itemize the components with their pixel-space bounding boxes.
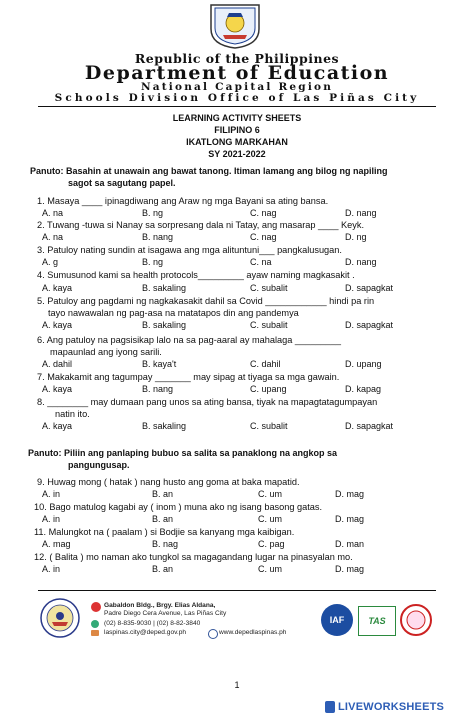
question-8-option-b[interactable]: B. sakaling — [142, 421, 187, 431]
sdo-seal-logo — [40, 598, 80, 638]
question-6-line-2: mapaunlad ang iyong sarili. — [50, 347, 162, 357]
question-1-option-d[interactable]: D. nang — [345, 208, 377, 218]
question-3: 3. Patuloy nating sundin at isagawa ang mga alituntuni___ pangkalusugan. — [37, 245, 342, 255]
question-6-line-1: 6. Ang patuloy na pagsisikap lalo na sa pag-aaral ay mahalaga _________ — [37, 335, 341, 345]
question-5-option-d[interactable]: D. sapagkat — [345, 320, 394, 330]
instructions-2-line-1: Panuto: Piliin ang panlaping bubuo sa salita sa panaklong na angkop sa — [28, 448, 338, 458]
header-republic: Republic of the Philippines — [134, 51, 340, 66]
deped-seal-logo — [203, 3, 267, 49]
tas-badge-logo: TAS — [358, 606, 396, 636]
question-12-option-a[interactable]: A. in — [42, 564, 61, 574]
question-9: 9. Huwag mong ( hatak ) nang husto ang goma at baka mapatid. — [37, 477, 300, 487]
question-8-line-1: 8. ________ may dumaan pang unos sa ating bansa, tiyak na mapagtatagumpayan — [37, 397, 378, 407]
question-2-option-b[interactable]: B. nang — [142, 232, 174, 242]
question-9-option-a[interactable]: A. in — [42, 489, 61, 499]
iaf-badge-logo: IAF — [321, 604, 353, 636]
question-5-option-b[interactable]: B. sakaling — [142, 320, 187, 330]
header-department: Department of Education — [84, 62, 390, 84]
question-5-line-1: 5. Patuloy ang pagdami ng nagkakasakit dahil sa Covid ____________ hindi pa rin — [37, 296, 375, 306]
question-11-option-c[interactable]: C. pag — [258, 539, 285, 549]
question-7-option-d[interactable]: D. kapag — [345, 384, 382, 394]
question-6-option-a[interactable]: A. dahil — [42, 359, 73, 369]
footer-divider — [38, 590, 436, 591]
title-line-2: FILIPINO 6 — [214, 125, 260, 135]
location-icon — [91, 602, 101, 612]
question-5-option-c[interactable]: C. subalit — [250, 320, 288, 330]
question-4: 4. Sumusunod kami sa health protocols_________ ayaw naming magkasakit . — [37, 270, 355, 280]
question-3-option-a[interactable]: A. g — [42, 257, 59, 267]
question-7-option-c[interactable]: C. upang — [250, 384, 287, 394]
instructions-1-line-1: Panuto: Basahin at unawain ang bawat tanong. Itiman lamang ang bilog ng napiling — [30, 166, 388, 176]
phone-icon — [91, 620, 99, 628]
question-1-option-a[interactable]: A. na — [42, 208, 64, 218]
title-line-3: IKATLONG MARKAHAN — [186, 137, 288, 147]
question-10-option-c[interactable]: C. um — [258, 514, 283, 524]
liveworksheets-watermark: LIVEWORKSHEETS — [338, 701, 445, 713]
question-2-option-c[interactable]: C. nag — [250, 232, 277, 242]
question-11: 11. Malungkot na ( paalam ) si Bodjie sa kanyang mga kaibigan. — [34, 527, 295, 537]
question-12: 12. ( Balita ) mo naman ako tungkol sa magagandang lugar na pinasyalan mo. — [34, 552, 353, 562]
question-6-option-b[interactable]: B. kaya't — [142, 359, 177, 369]
question-6-option-c[interactable]: C. dahil — [250, 359, 281, 369]
question-5-line-2: tayo nawawalan ng pag-asa na matatapos din ang pandemya — [48, 308, 299, 318]
question-10-option-d[interactable]: D. mag — [335, 514, 365, 524]
question-7: 7. Makakamit ang tagumpay _______ may sipag at tiyaga sa mga gawain. — [37, 372, 340, 382]
question-11-option-d[interactable]: D. man — [335, 539, 365, 549]
footer-email[interactable]: laspinas.city@deped.gov.ph — [104, 629, 187, 636]
question-12-option-d[interactable]: D. mag — [335, 564, 365, 574]
question-10-option-b[interactable]: B. an — [152, 514, 174, 524]
question-10-option-a[interactable]: A. in — [42, 514, 61, 524]
instructions-1-line-2: sagot sa sagutang papel. — [68, 178, 176, 188]
question-4-option-c[interactable]: C. subalit — [250, 283, 288, 293]
question-9-option-c[interactable]: C. um — [258, 489, 283, 499]
question-8-option-c[interactable]: C. subalit — [250, 421, 288, 431]
question-3-option-b[interactable]: B. ng — [142, 257, 164, 267]
question-6-option-d[interactable]: D. upang — [345, 359, 382, 369]
header-division: Schools Division Office of Las Piñas City — [54, 92, 420, 104]
footer-phone: (02) 8-835-9030 | (02) 8-82-3840 — [104, 620, 201, 627]
footer-address-line-1: Gabaldon Bldg., Brgy. Elias Aldana, — [104, 602, 216, 609]
page-number: 1 — [234, 680, 240, 690]
question-1-option-c[interactable]: C. nag — [250, 208, 277, 218]
question-12-option-c[interactable]: C. um — [258, 564, 283, 574]
question-10: 10. Bago matulog kagabi ay ( inom ) muna ako ng isang basong gatas. — [34, 502, 323, 512]
question-2-option-a[interactable]: A. na — [42, 232, 64, 242]
footer-website[interactable]: www.depedlaspinas.ph — [219, 629, 287, 636]
question-8-line-2: natin ito. — [55, 409, 90, 419]
question-2-option-d[interactable]: D. ng — [345, 232, 367, 242]
question-11-option-b[interactable]: B. nag — [152, 539, 179, 549]
question-8-option-d[interactable]: D. sapagkat — [345, 421, 394, 431]
question-2: 2. Tuwang -tuwa si Nanay sa sorpresang dala ni Tatay, ang masarap ____ Keyk. — [37, 220, 365, 230]
title-line-4: SY 2021-2022 — [208, 149, 266, 159]
question-8-option-a[interactable]: A. kaya — [42, 421, 73, 431]
title-line-1: LEARNING ACTIVITY SHEETS — [172, 113, 302, 123]
question-12-option-b[interactable]: B. an — [152, 564, 174, 574]
question-3-option-d[interactable]: D. nang — [345, 257, 377, 267]
question-4-option-d[interactable]: D. sapagkat — [345, 283, 394, 293]
question-4-option-a[interactable]: A. kaya — [42, 283, 73, 293]
email-icon — [91, 630, 99, 636]
instructions-2-line-2: pangungusap. — [68, 460, 130, 470]
question-7-option-a[interactable]: A. kaya — [42, 384, 73, 394]
footer-address-line-2: Padre Diego Cera Avenue, Las Piñas City — [104, 610, 227, 617]
question-9-option-d[interactable]: D. mag — [335, 489, 365, 499]
question-1: 1. Masaya ____ ipinagdiwang ang Araw ng mga Bayani sa ating bansa. — [37, 196, 329, 206]
header-region: National Capital Region — [140, 81, 334, 93]
liveworksheets-logo-icon — [325, 701, 335, 713]
question-5-option-a[interactable]: A. kaya — [42, 320, 73, 330]
web-icon — [208, 629, 218, 639]
question-7-option-b[interactable]: B. nang — [142, 384, 174, 394]
header-divider — [38, 106, 436, 107]
question-9-option-b[interactable]: B. an — [152, 489, 174, 499]
question-3-option-c[interactable]: C. na — [250, 257, 272, 267]
question-4-option-b[interactable]: B. sakaling — [142, 283, 187, 293]
iso-certification-logo — [400, 604, 432, 636]
question-1-option-b[interactable]: B. ng — [142, 208, 164, 218]
question-11-option-a[interactable]: A. mag — [42, 539, 71, 549]
